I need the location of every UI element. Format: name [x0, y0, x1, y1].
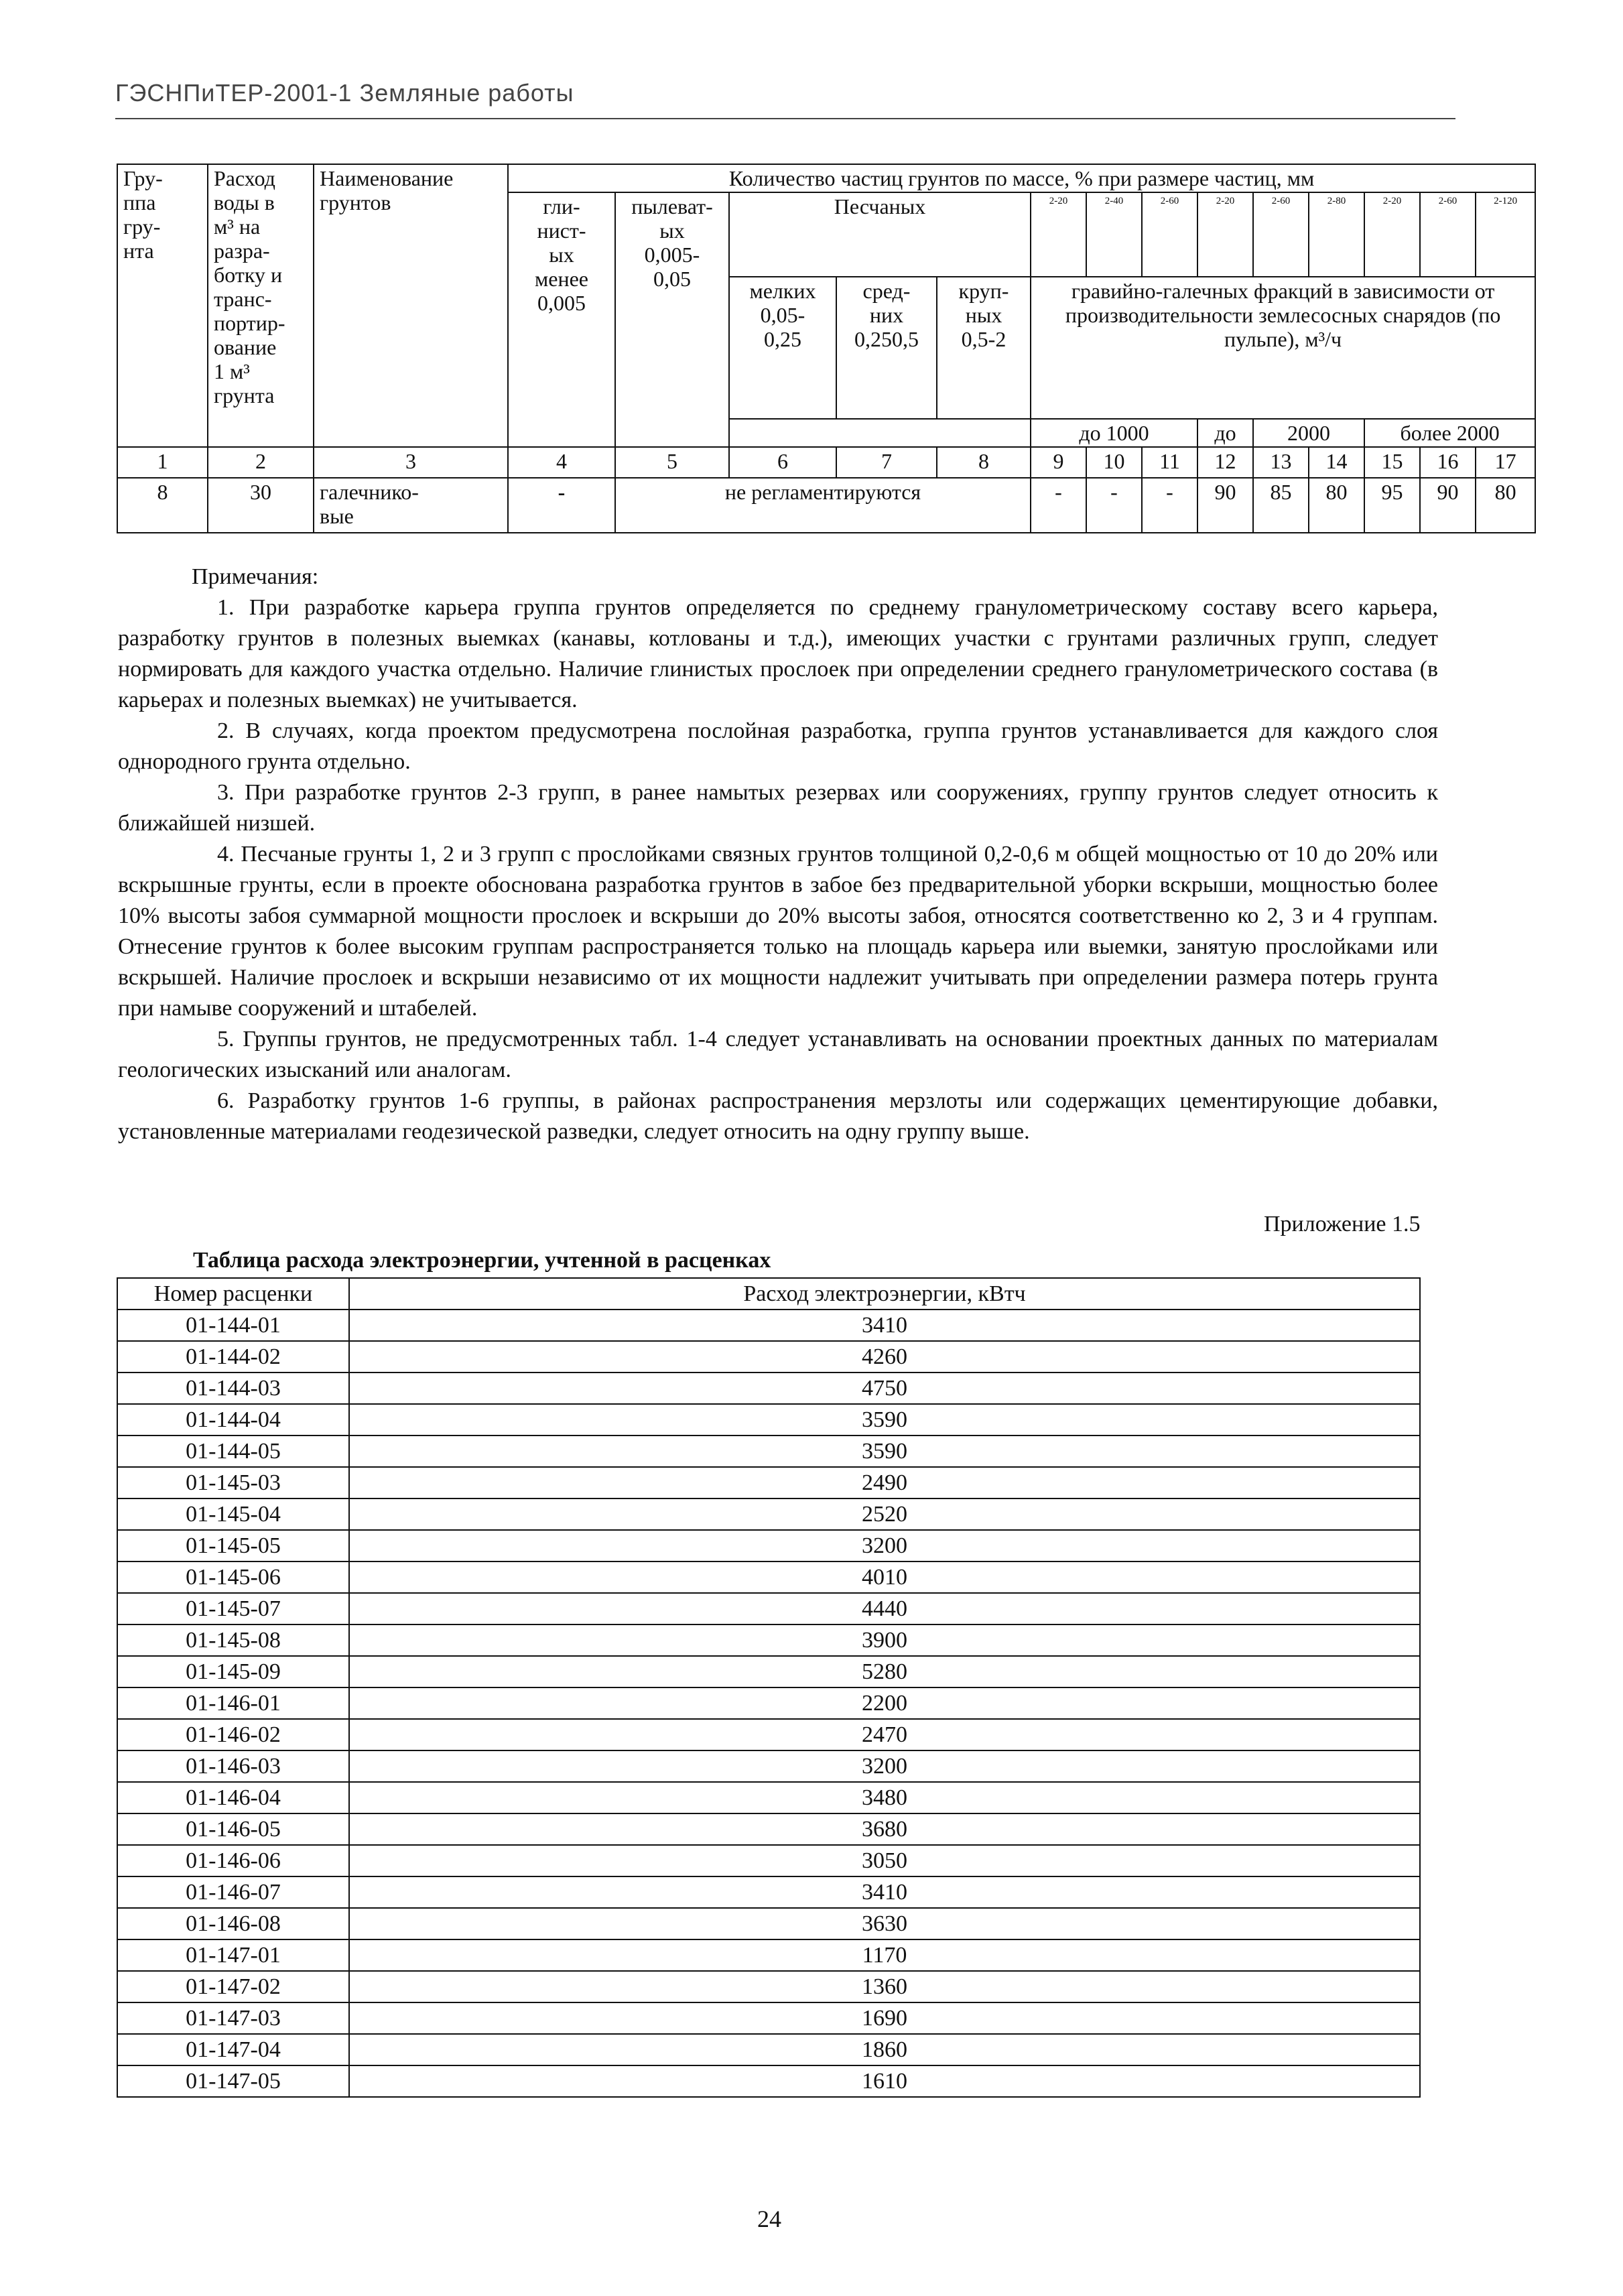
rate-code: 01-146-06: [117, 1845, 349, 1876]
note-item: 5. Группы грунтов, не предусмотренных табл. 1-4 следует устанавливать на основании проектных данных по материалам геологических изысканий или аналогам.: [118, 1027, 1438, 1082]
header-sand: Песчаных: [729, 192, 1031, 277]
column-numbers-row: [117, 447, 1535, 478]
col-num: 12: [1197, 447, 1253, 478]
row-value: 85: [1253, 478, 1309, 533]
rate-code: 01-146-08: [117, 1908, 349, 1939]
energy-value: 3200: [349, 1530, 1420, 1561]
energy-value: 2200: [349, 1687, 1420, 1719]
energy-value: 3900: [349, 1624, 1420, 1656]
col-num: 2: [208, 447, 314, 478]
fraction-7: 2-20: [1364, 192, 1420, 277]
energy-value: 1690: [349, 2002, 1420, 2034]
note-item: 6. Разработку грунтов 1-6 группы, в районах распространения мерзлоты или содержащих цементирующие добавки, установленные материалами геодезической разведки, следует относить на одну группу выше.: [118, 1088, 1438, 1144]
table-row: [117, 1341, 1420, 1373]
energy-value: 4750: [349, 1373, 1420, 1404]
col-num: 9: [1031, 447, 1086, 478]
energy-value: 3630: [349, 1908, 1420, 1939]
energy-value: 2490: [349, 1467, 1420, 1498]
rate-code: 01-146-03: [117, 1750, 349, 1782]
energy-value: 2520: [349, 1498, 1420, 1530]
header-quantity: Количество частиц грунтов по массе, % при размере частиц, мм: [508, 164, 1535, 192]
notes-title: Примечания:: [192, 564, 319, 589]
col-num: 5: [615, 447, 729, 478]
header-medium-sand: сред- них 0,250,5: [836, 277, 937, 419]
fraction-9: 2-120: [1476, 192, 1535, 277]
row-value: 95: [1364, 478, 1420, 533]
col-num: 15: [1364, 447, 1420, 478]
col-num: 14: [1309, 447, 1364, 478]
rate-code: 01-147-03: [117, 2002, 349, 2034]
rate-code: 01-145-06: [117, 1561, 349, 1593]
col-num: 3: [314, 447, 508, 478]
table-row: [117, 1561, 1420, 1593]
notes-section: [118, 562, 1438, 1147]
table-row: [117, 1498, 1420, 1530]
range-2: до: [1197, 419, 1253, 447]
table-row: [117, 2034, 1420, 2065]
table-row: [117, 1404, 1420, 1436]
col-num: 16: [1420, 447, 1476, 478]
table-row: [117, 1373, 1420, 1404]
row-group: 8: [117, 478, 208, 533]
soil-groups-table: [117, 164, 1536, 533]
range-3: 2000: [1253, 419, 1364, 447]
col-num: 17: [1476, 447, 1535, 478]
row-value: 90: [1420, 478, 1476, 533]
rate-code: 01-146-07: [117, 1876, 349, 1908]
col-num: 1: [117, 447, 208, 478]
energy-value: 1610: [349, 2065, 1420, 2097]
table-row: [117, 2002, 1420, 2034]
energy-value: 3050: [349, 1845, 1420, 1876]
col-num: 8: [937, 447, 1031, 478]
col-num: 4: [508, 447, 615, 478]
table-row: [117, 478, 1535, 533]
row-clay: -: [508, 478, 615, 533]
row-water: 30: [208, 478, 314, 533]
table-row: [117, 1971, 1420, 2002]
note-item: 3. При разработке грунтов 2-3 групп, в ранее намытых резервах или сооружениях, группу грунтов следует относить к ближайшей низшей.: [118, 780, 1438, 836]
header-energy: Расход электроэнергии, кВтч: [349, 1278, 1420, 1310]
row-value: -: [1142, 478, 1197, 533]
energy-value: 4260: [349, 1341, 1420, 1373]
table-row: [117, 1436, 1420, 1467]
rate-code: 01-144-03: [117, 1373, 349, 1404]
col-num: 7: [836, 447, 937, 478]
col-num: 10: [1086, 447, 1142, 478]
note-item: 4. Песчаные грунты 1, 2 и 3 групп с прослойками связных грунтов толщиной 0,2-0,6 м общей мощностью от 10 до 20% или вскрышные грунты, если в проекте обоснована разработка грунтов в забое без предварительной уборки вскрыши, мощностью более 10% высоты забоя суммарной мощности прослоек и вскрыши до 20% высоты забоя, относятся соответственно ко 2, 3 и 4 группам. Отнесение грунтов к более высоким группам распространяется только на площадь карьера или выемки, занятую прослойками или вскрышей. Наличие прослоек и вскрыши независимо от их мощности надлежит учитывать при определении размера потерь грунта при намыве сооружений и штабелей.: [118, 842, 1438, 1021]
rate-code: 01-145-07: [117, 1593, 349, 1624]
fraction-5: 2-60: [1253, 192, 1309, 277]
rate-code: 01-146-02: [117, 1719, 349, 1750]
table-row: [117, 1813, 1420, 1845]
rate-code: 01-145-05: [117, 1530, 349, 1561]
rate-code: 01-145-03: [117, 1467, 349, 1498]
page-number: 24: [757, 2206, 781, 2232]
sand-blank: [729, 419, 1031, 447]
fraction-1: 2-20: [1031, 192, 1086, 277]
rate-code: 01-147-04: [117, 2034, 349, 2065]
energy-value: 3590: [349, 1436, 1420, 1467]
table-row: [117, 1719, 1420, 1750]
table-row: [117, 1750, 1420, 1782]
table-row: [117, 1624, 1420, 1656]
rate-code: 01-147-05: [117, 2065, 349, 2097]
table-row: [117, 1939, 1420, 1971]
table-row: [117, 1782, 1420, 1813]
row-value: 90: [1197, 478, 1253, 533]
fraction-3: 2-60: [1142, 192, 1197, 277]
energy-value: 3410: [349, 1310, 1420, 1341]
row-name: галечнико- вые: [314, 478, 508, 533]
table-row: [117, 2065, 1420, 2097]
energy-value: 5280: [349, 1656, 1420, 1687]
table-row: [117, 1530, 1420, 1561]
header-water: Расход воды в м³ на разра- ботку и транс- портир- ование 1 м³ грунта: [208, 164, 314, 447]
table-row: [117, 1593, 1420, 1624]
rate-code: 01-147-01: [117, 1939, 349, 1971]
energy-value: 1360: [349, 1971, 1420, 2002]
header-silt: пылеват- ых 0,005- 0,05: [615, 192, 729, 447]
energy-value: 3410: [349, 1876, 1420, 1908]
table-row: [117, 1845, 1420, 1876]
row-value: 80: [1309, 478, 1364, 533]
energy-value: 2470: [349, 1719, 1420, 1750]
energy-value: 3680: [349, 1813, 1420, 1845]
range-1: до 1000: [1031, 419, 1197, 447]
range-4: более 2000: [1364, 419, 1535, 447]
col-num: 6: [729, 447, 836, 478]
rate-code: 01-147-02: [117, 1971, 349, 2002]
fraction-2: 2-40: [1086, 192, 1142, 277]
fraction-4: 2-20: [1197, 192, 1253, 277]
header-rule: [115, 118, 1455, 119]
col-num: 13: [1253, 447, 1309, 478]
rate-code: 01-144-05: [117, 1436, 349, 1467]
header-name: Наименование грунтов: [314, 164, 508, 447]
table-row: [117, 1310, 1420, 1341]
header-clay: гли- нист- ых менее 0,005: [508, 192, 615, 447]
rate-code: 01-145-09: [117, 1656, 349, 1687]
row-value: -: [1086, 478, 1142, 533]
rate-code: 01-146-04: [117, 1782, 349, 1813]
header-coarse-sand: круп- ных 0,5-2: [937, 277, 1031, 419]
table-row: [117, 1467, 1420, 1498]
energy-value: 3590: [349, 1404, 1420, 1436]
appendix-label: Приложение 1.5: [1264, 1212, 1421, 1236]
header-group: Гру- ппа гру- нта: [117, 164, 208, 447]
header-gravel: гравийно-галечных фракций в зависимости от производительности землесосных снарядов (по пульпе), м³/ч: [1031, 277, 1535, 419]
table-row: [117, 1656, 1420, 1687]
note-item: 1. При разработке карьера группа грунтов определяется по среднему гранулометрическому составу всего карьера, разработку грунтов в полезных выемках (канавы, котлованы и т.д.), имеющих участки с грунтами различных групп, следует нормировать для каждого участка отдельно. Наличие глинистых прослоек при определении среднего гранулометрического состава (в карьерах и полезных выемках) не учитывается.: [118, 595, 1438, 712]
energy-table: [117, 1277, 1421, 2098]
table-row: [117, 1876, 1420, 1908]
row-value: -: [1031, 478, 1086, 533]
rate-code: 01-146-01: [117, 1687, 349, 1719]
running-header: ГЭСНПиТЕР-2001-1 Земляные работы: [115, 79, 574, 107]
energy-value: 3200: [349, 1750, 1420, 1782]
note-item: 2. В случаях, когда проектом предусмотрена послойная разработка, группа грунтов устанавливается для каждого слоя однородного грунта отдельно.: [118, 718, 1438, 774]
rate-code: 01-144-02: [117, 1341, 349, 1373]
col-num: 11: [1142, 447, 1197, 478]
rate-code: 01-144-04: [117, 1404, 349, 1436]
energy-table-title: Таблица расхода электроэнергии, учтенной в расценках: [193, 1248, 771, 1273]
energy-value: 4440: [349, 1593, 1420, 1624]
energy-value: 1170: [349, 1939, 1420, 1971]
fraction-6: 2-80: [1309, 192, 1364, 277]
rate-code: 01-146-05: [117, 1813, 349, 1845]
header-fine-sand: мелких 0,05- 0,25: [729, 277, 836, 419]
table-row: [117, 1687, 1420, 1719]
header-code: Номер расценки: [117, 1278, 349, 1310]
rate-code: 01-144-01: [117, 1310, 349, 1341]
energy-value: 1860: [349, 2034, 1420, 2065]
fraction-8: 2-60: [1420, 192, 1476, 277]
energy-value: 3480: [349, 1782, 1420, 1813]
row-unregulated: не регламентируются: [615, 478, 1031, 533]
energy-value: 4010: [349, 1561, 1420, 1593]
rate-code: 01-145-04: [117, 1498, 349, 1530]
rate-code: 01-145-08: [117, 1624, 349, 1656]
row-value: 80: [1476, 478, 1535, 533]
energy-table-body: [117, 1310, 1420, 2097]
table-row: [117, 1908, 1420, 1939]
